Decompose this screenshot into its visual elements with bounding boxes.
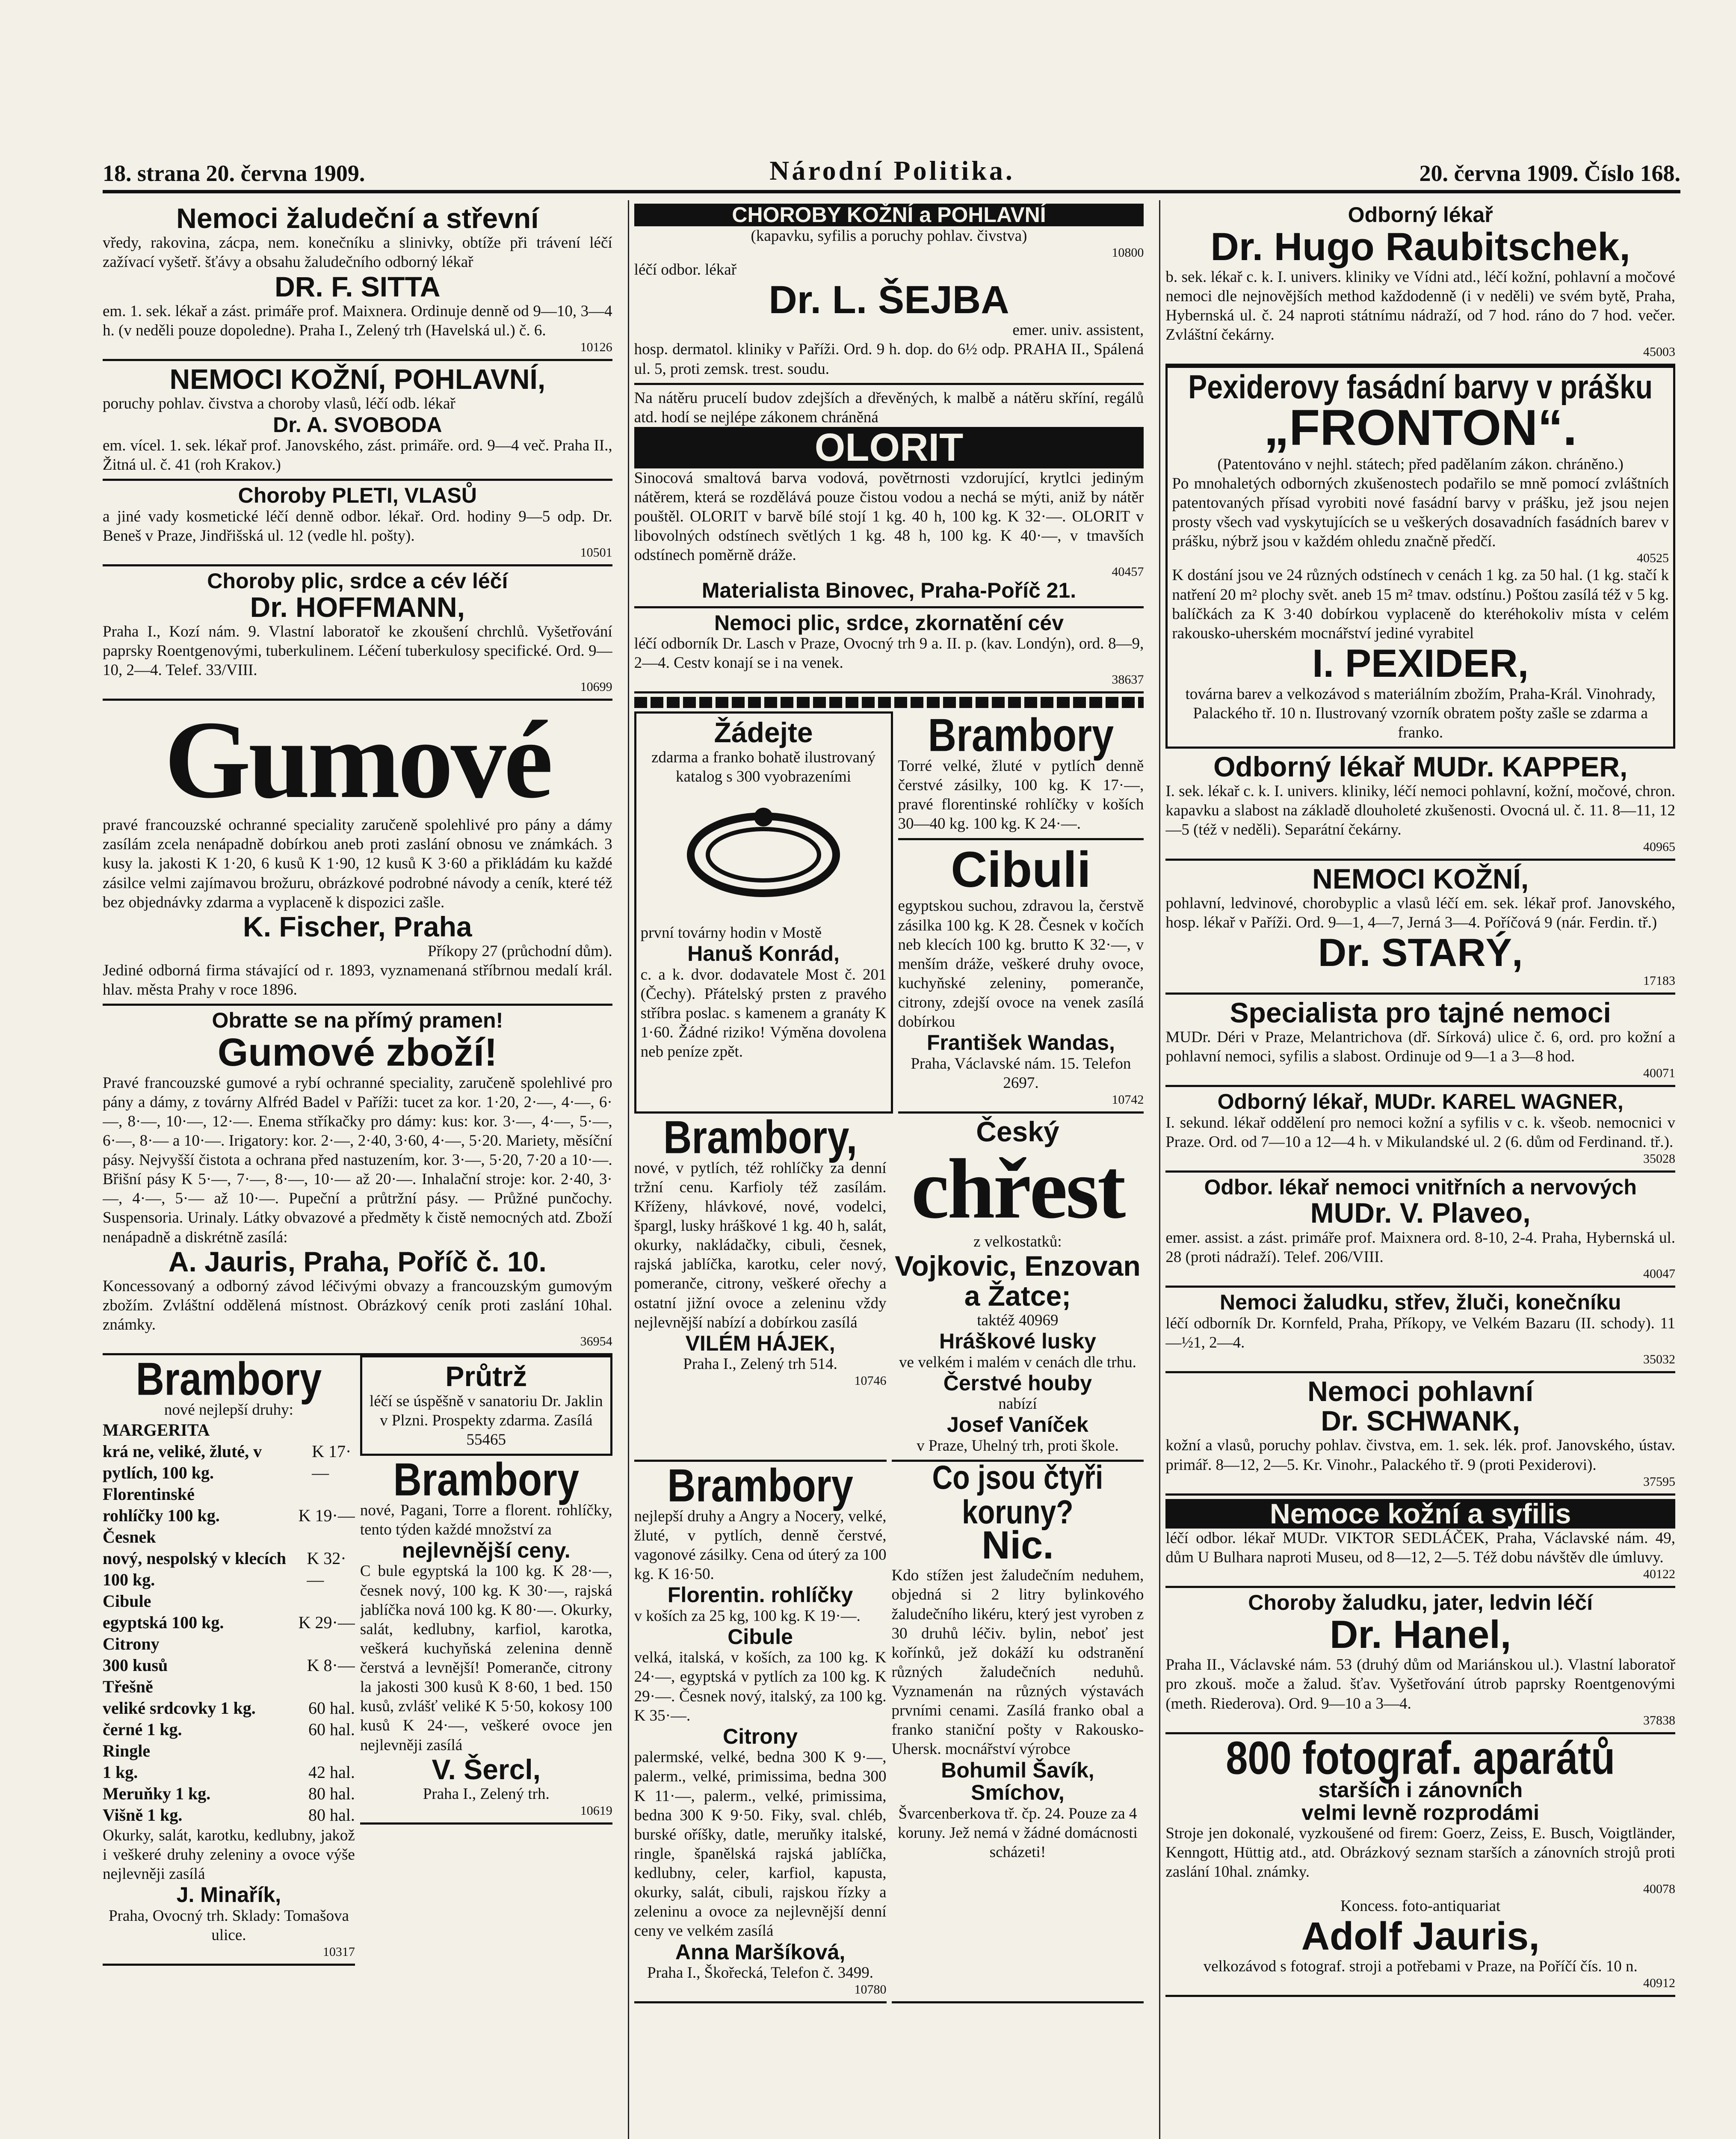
ad-big2: Cibule [728, 1624, 793, 1649]
ad-body2: Sinocová smaltová barva vodová, povětrnosti vzdorující, krytlci jediným nátěrem, která se rozdělává pouze čistou vodou a nechá se mýti, aniž by nátěr pouštěl. OLORIT v barvě bílé stojí 1 kg. 40 h, 100 kg. K 32·—. OLORIT v libovolných odstínech světlých 1 kg. 48 h, 100 kg. K 40·—, v tmavších odstínech poměrně dráže. [634, 469, 1144, 564]
price-item: černé 1 kg. [103, 1720, 182, 1739]
ad-sub: (kapavku, syfilis a poruchy pohlav. čivstva) [751, 227, 1027, 245]
ad-title: 800 fotograf. aparátů [1226, 1734, 1615, 1784]
ad-sub: starších i zánovních [1318, 1778, 1523, 1802]
ad-title: Gumové [164, 701, 551, 822]
ad-body2: K dostání jsou ve 24 různých odstínech v cenách 1 kg. za 50 hal. (1 kg. stačí k natření 20 m² plochy svět. aneb 15 m² tmav. odstínu.) Poštou zasílá též v 5 kg. balíčkách za K 3·40 dobírkou vyplaceně do kteréhokoliv místa v celém rakousko-uherském mocnářství jediné vyrabitel [1172, 566, 1669, 642]
ad-extra: em. 1. sek. lékař a zást. primáře prof. Maixnera. Ordinuje denně od 9—10, 3—4 h. (v neděli pouze dopoledne). Praha I., Zelený trh (Havelská ul.) č. 6. [103, 302, 612, 339]
ad-body: Praha I., Kozí nám. 9. Vlastní laboratoř ke zkoušení chrchlů. Vyšetřování paprsky Roentgenovými, tuberkulinem. Léčení tuberkulosy specifické. Ord. 9—10, 2—4. Telef. 33/VIII. [103, 622, 612, 679]
ad-body2: v koších za 25 kg, 100 kg. K 19·—. [634, 1607, 861, 1625]
ad-number: 40457 [1112, 565, 1144, 579]
ad-name: Adolf Jauris, [1301, 1914, 1540, 1958]
right-subcolumn [360, 1355, 612, 1966]
ad-gumove [103, 701, 612, 1006]
ad-kicker: Koncess. foto-antiquariat [1340, 1897, 1501, 1915]
ad-pre: Choroby [238, 483, 326, 508]
price-item: Cibule [103, 1591, 151, 1611]
ad-pleti [103, 481, 612, 566]
price-row [103, 1505, 355, 1526]
ad-big: Florentin. rohlíčky [667, 1583, 853, 1607]
ad-stary [1165, 861, 1675, 995]
ad-body: Praha II., Václavské nám. 53 (druhý dům od Mariánskou ul.). Vlastní laboratoř pro zkouš. moče a žalud. šťav. Vyšetřování útrob paprsky Roentgenovými (meth. Riederova). Ord. 9—10 a 3—4. [1165, 1656, 1676, 1712]
ad-title: Choroby plic, srdce a cév léčí [207, 569, 508, 593]
ad-tail: Praha I., Škořecká, Telefon č. 3499. [647, 1964, 874, 1982]
page-header [103, 154, 1680, 193]
ad-body: vředy, rakovina, zácpa, nem. konečníku a slinivky, obtíže při trávení léčí zažívací vyšetř. šťávy a obsahu žaludečního odborný lékař [103, 234, 612, 271]
price-item: rohlíčky 100 kg. [103, 1506, 220, 1526]
ad-body: Torré velké, žluté v pytlích denně čerstvé zásilky, 100 kg. K 17·—, pravé florentinské rohlíčky v koších 30—40 kg. 100 kg. K 24·—. [898, 757, 1144, 833]
price-value: 42 hal. [308, 1763, 355, 1782]
price-item: 300 kusů [103, 1656, 168, 1675]
ad-body: Na nátěru prucelí budov zdejších a dřevěných, k malbě a nátěru skříní, regálů atd. hodí se nejlépe zákonem chráněná [634, 389, 1144, 426]
price-item: Meruňky 1 kg. [103, 1784, 211, 1804]
ad-title: NEMOCI KOŽNÍ, [1312, 862, 1529, 895]
price-value: K 29·— [298, 1613, 355, 1632]
price-row [103, 1804, 355, 1826]
price-row [103, 1655, 355, 1676]
ad-title: žaludku, střev, žluči, konečníku [1303, 1290, 1621, 1315]
ad-number: 10742 [1112, 1093, 1144, 1107]
ad-body4: palermské, velké, bedna 300 K 9·—, palerm., velké, primissima, bedna 300 K 11·—, palerm., velké, primissima, bedna 300 K 9·50. Fiky, sval. chléb, burské oříšky, datle, meruňky italské, ringle, španělská rajská jablíčka, kedlubny, celer, karfiol, kapusta, okurky, salát, cibuli, rajskou řízky a zeleninu a ovoce za nejlevnější denní ceny ve velkém zasílá [634, 1748, 887, 1940]
ad-brambory-hajek [634, 1114, 887, 1462]
ad-minarik [103, 1355, 355, 1966]
bracelet-illustration [641, 786, 887, 923]
split-ads [103, 1355, 612, 1966]
ad-body: I. sekund. lékař oddělení pro nemoci kožní a syfilis v c. k. všeob. nemocnici v Praze. Ord. od 7—10 a 12—4 h. v Mikulandské ul. 2 (6. dům od Ferdinand. tř.). [1165, 1114, 1676, 1151]
ad-big3: Citrony [723, 1724, 798, 1748]
ad-sub: zdarma a franko bohatě ilustrovaný katalog s 300 vyobrazeními [651, 748, 876, 785]
price-row [103, 1591, 355, 1612]
column-2 [628, 200, 1149, 2139]
ad-title: Nemoce kožní a syfilis [1165, 1499, 1675, 1529]
ad-tail: v Praze, Uhelný trh, proti škole. [917, 1437, 1119, 1455]
ad-raubitschek [1165, 200, 1675, 366]
ad-plaveo [1165, 1173, 1675, 1288]
ad-name: František Wandas, [926, 1031, 1115, 1055]
ad-name: K. Fischer, Praha [243, 910, 472, 942]
price-item: 1 kg. [103, 1763, 138, 1782]
ornament-rule [634, 697, 1144, 708]
ad-number: 10501 [580, 545, 612, 560]
ad-body: emer. assist. a zást. primáře prof. Maixnera ord. 8-10, 2-4. Praha, Hybernská ul. 28 (proti nádraží). Telef. 206/VIII. [1165, 1229, 1676, 1266]
ad-firm: Materialista Binovec, Praha-Poříč 21. [701, 578, 1076, 603]
ad-name: Dr. Hanel, [1329, 1612, 1511, 1656]
split-ads [634, 711, 1144, 1114]
ad-body: Po mnohaletých odborných zkušenostech podařilo se mně pomocí zvláštních patentovaných přísad vyrobiti nové fasádní barvy v prášku, jež jsou nejen prosty všech vad vyskytujících se u veškerých dosavadních fasádních barev v prášku, nýbrž jsou v každém ohledu značně předčí. [1172, 474, 1669, 551]
ad-kicker: Český [976, 1116, 1059, 1148]
column-3 [1159, 200, 1680, 2139]
ad-tail: továrna barev a velkozávod s materiálním zbožím, Praha-Král. Vinohrady, Palackého tř. 10 n. Ilustrovaný vzorník obratem pošty zašle se zdarma a franko. [1185, 685, 1656, 741]
ad-zaludku [1165, 1288, 1675, 1373]
ad-cibuli [898, 840, 1144, 1114]
ad-name: Dr. L. ŠEJBA [769, 278, 1009, 322]
column-1 [103, 200, 618, 2139]
ad-number: 10746 [854, 1374, 887, 1388]
ad-title: Nemoci žaludeční a střevní [176, 202, 539, 234]
ad-title: Žádejte [714, 717, 813, 749]
price-value: K 8·— [307, 1656, 355, 1675]
price-value: 60 hal. [308, 1720, 355, 1739]
price-row [103, 1526, 355, 1548]
header-left: 18. strana 20. června 1909. [103, 160, 365, 186]
ad-body: nové, v pytlích, též rohlíčky za denní tržní cenu. Karfioly též zasílám. Kříženy, hlávkové, nové, vodelci, špargl, lusky hráškové 1 kg. 40 h, salát, okurky, nakládačky, cibuli, česnek, rajská jablíčka, karotku, celer nový, pomeranče, citrony, veškeré ořechy a ostatní jižní ovoce a zeleninu vždy nejlevnější nabízí a dobírkou zasílá [634, 1159, 887, 1331]
ad-koruny [892, 1462, 1144, 2003]
ad-body: Stroje jen dokonalé, vyzkoušené od firem: Goerz, Zeiss, E. Busch, Voigtländer, Kenngott, Hüttig atd., atd. Obrázkový seznam starších a zánovních strojů proti zaslání 10hal. známky. [1165, 1825, 1676, 1881]
price-row [103, 1740, 355, 1762]
ad-name: V. Šercl, [432, 1753, 541, 1785]
ad-name: VILÉM HÁJEK, [685, 1331, 835, 1355]
price-item: egyptská 100 kg. [103, 1613, 224, 1632]
price-item: Višně 1 kg. [103, 1805, 183, 1825]
ad-body: ve velkém i malém v cenách dle trhu. [899, 1353, 1136, 1371]
price-row [103, 1633, 355, 1655]
bracelet-icon [682, 791, 845, 919]
ad-title: Odborný lékař, MUDr. KAREL WAGNER, [1217, 1090, 1624, 1114]
ad-number: 10126 [580, 340, 612, 355]
ad-pre: Nemoci [714, 610, 792, 635]
ad-kozni [103, 361, 612, 481]
ad-extra: emer. univ. assistent, [1012, 321, 1144, 339]
ad-name: Dr. SCHWANK, [1321, 1405, 1520, 1437]
price-row [103, 1676, 355, 1698]
ad-body: léčí se úspěšně v sanatoriu Dr. Jaklin v Plzni. Prospekty zdarma. Zasílá 55465 [369, 1392, 603, 1449]
ad-title: Gumové zboží! [217, 1030, 497, 1074]
ad-number: 40071 [1643, 1066, 1676, 1081]
ad-title: NEMOCI KOŽNÍ, POHLAVNÍ, [169, 363, 546, 395]
ad-tail: Praha, Václavské nám. 15. Telefon 2697. [911, 1055, 1131, 1092]
ad-title: PLETI, VLASŮ [332, 483, 477, 508]
masthead: Národní Politika. [769, 155, 1015, 186]
ad-nemoci [103, 200, 612, 361]
ad-number: 10619 [580, 1804, 612, 1818]
ad-body: I. sek. lékař c. k. I. univers. kliniky, léčí nemoci pohlavní, kožní, močové, chron. kapavku a slabost na základě dlouholeté zkušenosti. Ovocná ul. č. 11. 8—11, 12—5 (též v neděli). Separátní čekárny. [1165, 782, 1676, 839]
ad-body3: velká, italská, v koších, za 100 kg. K 24·—, egyptská v pytlích za 100 kg. K 29·—. Česnek nový, italský, za 100 kg. K 35·—. [634, 1649, 887, 1724]
price-item: Třešně [103, 1677, 153, 1697]
ad-extra: em. vícel. 1. sek. lékař prof. Janovského, zást. primáře. ord. 9—4 več. Praha II., Žitná ul. č. 41 (roh Krakov.) [103, 437, 612, 474]
ad-body: MUDr. Déri v Praze, Melantrichova (dř. Sírková) ulice č. 6, ord. pro kožní a pohlavní nemoci, syfilis a slabost. Ordinuje od 9—1 a 3—8 hod. [1165, 1028, 1676, 1066]
ad-title: Odborný lékař MUDr. KAPPER, [1213, 750, 1628, 782]
ad-body: léčí odborník Dr. Lasch v Praze, Ovocný trh 9 a. II. p. (kav. Londýn), ord. 8—9, 2—4. Cestv konají se i na venek. [634, 635, 1144, 672]
ad-pre: léčí odbor. lékař [634, 261, 737, 278]
ad-tail: Praha I., Zelený trh. [423, 1785, 550, 1803]
ad-address: Příkopy 27 (průchodní dům). [428, 942, 612, 960]
ad-body: b. sek. lékař c. k. I. univers. kliniky ve Vídni atd., léčí kožní, pohlavní a močové nemoci dle nejnovějších method každodenně (i v neděli) ve svém bytě, Praha, Hybernská ul. č. 24 naproti státnímu nádraží, od 7 hod. ráno do 7 hod. večer. Zvláštní čekárny. [1165, 268, 1676, 344]
split-ads-bottom [634, 1462, 1144, 2003]
ad-hanel [1165, 1588, 1675, 1734]
ad-number-2: 40912 [1643, 1976, 1676, 1991]
ad-number: 10780 [854, 1982, 887, 1997]
ad-body: léčí odbor. lékař MUDr. VIKTOR SEDLÁČEK, Praha, Václavské nám. 49, dům U Bulhara naproti Museu, od 8—12, 2—5. Též dobu návštěv dle úmluvy. [1165, 1529, 1676, 1567]
price-item: Česnek [103, 1527, 156, 1547]
ad-brambory-marsikova [634, 1462, 887, 2003]
ad-fronton [1165, 366, 1675, 749]
ad-tail: Koncessovaný a odborný závod léčivými obvazy a francouzským gumovým zbožím. Zvláštní oddělená místnost. Obrázkový ceník proti zaslání 10hal. známky. [103, 1277, 612, 1334]
ad-sub: (Patentováno v nejhl. státech; před padělaním zákon. chráněno.) [1217, 455, 1624, 473]
ad-number: 37838 [1643, 1713, 1676, 1727]
ad-title: Odbor. lékař nemoci vnitřních a nervových [1204, 1175, 1637, 1199]
ad-sub: nové nejlepší druhy: [164, 1401, 293, 1419]
ad-sub3: nabízí [998, 1395, 1037, 1413]
ad-number: 17183 [1643, 973, 1676, 988]
ad-body: léčí odborník Dr. Kornfeld, Praha, Příkopy, ve Velkém Bazaru (II. schody). 11—½1, 2—4. [1165, 1314, 1676, 1351]
ad-body: a jiné vady kosmetické léčí denně odbor. lékař. Ord. hodiny 9—5 odp. Dr. Beneš v Praze, Jindřišská ul. 12 (vedle hl. pošty). [103, 507, 612, 545]
ad-tail: c. a k. dvor. dodavatele Most č. 201 (Čechy). Přátelský prsten z pravého stříbra poslac. s kamenem a granáty K 1·60. Žádné riziko! Výměna dovolena neb peníze zpět. [640, 966, 887, 1061]
ad-title: Brambory [667, 1462, 853, 1512]
price-row [103, 1441, 355, 1484]
ad-sercl [360, 1456, 612, 1825]
ad-body: Okurky, salát, karotku, kedlubny, jakož i veškeré druhy zeleniny a ovoce výše nejlevněji zasílá [103, 1827, 355, 1883]
ad-name: Dr. HOFFMANN, [250, 591, 465, 623]
price-row [103, 1484, 355, 1505]
ad-tail: Jediné odborná firma stávající od r. 1893, vyznamenaná stříbrnou medalí král. hlav. města Prahy v roce 1896. [103, 962, 612, 999]
ad-body: první továrny hodin v Mostě [640, 924, 822, 942]
ad-kapper [1165, 749, 1675, 861]
price-value: K 17·— [312, 1442, 352, 1483]
ad-big: „FRONTON“. [1264, 399, 1577, 456]
ad-number: 10699 [580, 680, 612, 694]
ad-number: 35028 [1643, 1151, 1676, 1166]
ad-title: plic, srdce, zkornatění cév [797, 610, 1064, 635]
price-value: 80 hal. [308, 1805, 355, 1825]
ad-number: 37595 [1643, 1474, 1676, 1489]
price-item: Citrony [103, 1634, 160, 1654]
ad-number: 36954 [580, 1334, 612, 1349]
ad-sub: z velkostatků: [973, 1233, 1062, 1251]
ad-number: 40969 [1018, 1312, 1059, 1330]
price-list [103, 1419, 355, 1826]
ad-title: Specialista pro tajné nemoci [1230, 996, 1611, 1028]
price-row [103, 1783, 355, 1804]
ad-body: egyptskou suchou, zdravou la, čerstvě zásilka 100 kg. K 28. Česnek v kočích neb klecích 100 kg. brutto K 32·—, v menším dráže, veškeré druhy ovoce, kuchyňské zeleniny, pomeranče, citrony, zdejší ovoce na venek zasílá dobírkou [898, 897, 1144, 1031]
ad-title: Co jsou čtyři koruny? [932, 1462, 1103, 1531]
ad-wagner [1165, 1087, 1675, 1173]
ad-body: kožní a vlasů, poruchy pohlav. čivstva, em. 1. sek. lék. prof. Janovského, ústav. primář. 8—12, 2—5. Kr. Vinohr., Palackého tř. 9 (proti Pexiderovi). [1165, 1437, 1676, 1474]
ad-prutrz [360, 1355, 612, 1456]
ad-big: nejlevnější ceny. [402, 1538, 571, 1562]
ad-jauris [103, 1006, 612, 1355]
price-item: MARGERITA [103, 1420, 210, 1440]
ad-number: 40525 [1637, 551, 1669, 566]
ad-body: nejlepší druhy a Angry a Nocery, velké, žluté, v pytlích, denně čerstvé, vagonové zásilky. Cena od úterý za 100 kg. K 16·50. [634, 1507, 887, 1583]
price-value: K 32·— [307, 1549, 346, 1590]
ad-title: Brambory [928, 711, 1114, 761]
ad-big3: Josef Vaníček [947, 1413, 1088, 1437]
ad-title: Choroby žaludku, jater, ledvin léčí [1248, 1591, 1593, 1615]
ad-title: Cibuli [951, 841, 1091, 898]
header-right: 20. června 1909. Číslo 168. [1419, 160, 1680, 186]
ad-plic [634, 608, 1144, 694]
ad-sub2: taktéž [977, 1312, 1015, 1330]
ad-name: A. Jauris, Praha, Poříč č. 10. [168, 1245, 547, 1277]
ad-body: poruchy pohlav. čivstva a choroby vlasů, léčí odb. lékař [103, 395, 455, 413]
ad-body: pravé francouzské ochranné speciality zaručeně spolehlivé pro pány a dámy zasílám zcela nenápadně dobírkou aneb proti zaslání obnosu ve známkách. 3 kusy la. jakosti K 1·20, 6 kusů K 1·90, 12 kusů K 3·60 a přikládám ku každé zásilce velmi zajímavou brožuru, obrázkové podrobné návody a ceník, které též bez objednávky zdarma a vyplaceně k dispozici zašle. [103, 816, 612, 911]
ad-big: velmi levně rozprodámi [1301, 1800, 1540, 1825]
ad-big2: Čerstvé houby [943, 1371, 1092, 1395]
ad-body: Kdo stížen jest žaludečním neduhem, objedná si 2 litry bylinkového žaludečního likéru, který jest vyroben z 30 druhů léčiv. bylin, neboť jest kořínků, jež dokáží ku odstranění různých žaludečních neduhů. Vyznamenán na různých výstavách prvními cenami. Zasílá franko obal a franko staniční pošty v Rakousko-Uhersk. mocnářství výrobce [891, 1567, 1144, 1758]
price-value: K 19·— [298, 1506, 355, 1526]
right-subcolumn [898, 711, 1144, 1114]
ad-big: Nic. [982, 1523, 1054, 1567]
ad-number: 40047 [1643, 1267, 1676, 1281]
ad-brambory-torre [898, 711, 1144, 840]
ad-name: Dr. A. SVOBODA [273, 412, 442, 437]
ad-number: 45003 [1643, 344, 1676, 359]
ad-sejba [634, 200, 1144, 385]
price-row [103, 1419, 355, 1441]
ad-number: 35032 [1643, 1352, 1676, 1366]
ad-title: Nemoci pohlavní [1307, 1375, 1534, 1407]
ad-name: I. PEXIDER, [1312, 641, 1529, 685]
ad-kicker: Obratte se na přímý pramen! [212, 1008, 503, 1033]
ad-body: nové, Pagani, Torre a florent. rohlíčky, tento týden každé množství za [360, 1501, 612, 1538]
ad-pre: Nemoci [1220, 1290, 1297, 1315]
price-item: nový, nespolský v klecích 100 kg. [103, 1549, 286, 1590]
price-row [103, 1698, 355, 1719]
ad-number: 40122 [1643, 1567, 1676, 1582]
price-row [103, 1719, 355, 1740]
ad-chrest [892, 1114, 1144, 1462]
ad-sedlacek [1165, 1496, 1675, 1588]
ad-body2: C bule egyptská la 100 kg. K 28·—, česnek nový, 100 kg. K 30·—, rajská jablíčka nová 100 kg. K 80·—. Okurky, salát, kedlubny, karfiol, karotka, veškerá kuchyňská zelenina denně čerstvá a levnější! Pomeranče, citrony la jakosti 300 kusů K 8·60, 1 bed. 150 kusů, zvlášť veliké K 5·50, kokosy 100 kusů K 24·—, veškeré ovoce jen nejlevněji zasílá [360, 1562, 612, 1754]
price-item: Ringle [103, 1741, 151, 1761]
price-value: 80 hal. [308, 1784, 355, 1804]
ad-tail: velkozávod s fotograf. stroji a potřebami v Praze, na Poříčí čís. 10 n. [1203, 1958, 1638, 1976]
ad-number: 38637 [1112, 673, 1144, 687]
price-row [103, 1762, 355, 1783]
ad-body: Pravé francouzské gumové a rybí ochranné speciality, zaručeně spolehlivé pro pány a dámy, z továrny Alfréd Badel v Paříži: tucet za kor. 1·20, 2·—, 4·—, 6·—, 8·—, 10·—, 12·—. Enema stříkačky pro dámy: kus: kor. 3·—, 4·—, 5·—, 6·—, 8·— a 10·—. Irigatory: kor. 2·—, 2·40, 3·60, 4·—, 5·20. Mariety, měsíční pásy. Nejvyšší čistota a ochrana před nastuzením, kor. 3·—, 5·20, 7·20 a 10·—. Břišní pásy K 5·—, 7·—, 8·—, 10·— až 20·—. Inhalační stroje: kor. 2·40, 3·—, 4·—, 5·— až 10·—. Pupeční a průtržní pásy. — Průžné punčochy. Suspensoria. Urinaly. Látky obvazové a předměty k čistě nemocných atd. Zboží nenápadně a diskrétně zasílá: [103, 1074, 612, 1246]
ad-zadejte [634, 711, 893, 1114]
ad-big: Hráškové lusky [939, 1329, 1096, 1354]
price-row [103, 1548, 355, 1591]
ad-name: Anna Maršíková, [675, 1940, 846, 1964]
ad-title: Brambory, [663, 1114, 858, 1164]
ad-tail: Švarcenberkova tř. čp. 24. Pouze za 4 koruny. Jež nemá v žádné domácnosti scházeti! [898, 1804, 1138, 1861]
ad-title: Brambory [393, 1456, 580, 1506]
ad-title: Průtrž [445, 1360, 527, 1392]
columns [103, 200, 1680, 2139]
price-item: krá ne, veliké, žluté, v pytlích, 100 kg. [103, 1442, 262, 1483]
ad-tail: Praha I., Zelený trh 514. [683, 1355, 837, 1373]
ad-name: Hanuš Konrád, [687, 942, 840, 966]
ad-name: OLORIT [634, 427, 1144, 468]
ad-title: CHOROBY KOŽNÍ a POHLAVNÍ [634, 204, 1144, 226]
price-item: Florentinské [103, 1484, 195, 1504]
ad-number: 10317 [322, 1945, 355, 1959]
ad-name: DR. F. SITTA [275, 270, 441, 302]
ad-title: Brambory [136, 1355, 322, 1405]
ad-kicker: Odborný lékař [1348, 203, 1493, 227]
ad-title: chřest [911, 1142, 1124, 1237]
ad-body: pohlavní, ledvinové, chorobyplic a vlasů léčí em. sek. lékař prof. Janovského, hosp. lékař v Paříži. Ord. 9—1, 4—7, Jerná 3—4. Poříčová 9 (nár. Ferdin. tř.) [1165, 894, 1676, 931]
ad-title: Pexiderovy fasádní barvy v prášku [1188, 367, 1653, 406]
split-ads-lower [634, 1114, 1144, 1462]
price-row [103, 1612, 355, 1633]
price-value: 60 hal. [308, 1698, 355, 1718]
ad-number: 40078 [1643, 1881, 1676, 1896]
ad-name: Dr. STARÝ, [1318, 931, 1523, 975]
ad-fotograf [1165, 1734, 1675, 1997]
ad-tail: Praha, Ovocný trh. Sklady: Tomašova ulice. [108, 1907, 349, 1944]
ad-number: 10800 [1112, 245, 1144, 260]
ad-schwank [1165, 1373, 1675, 1496]
ad-name: Vojkovic, Enzovan a Žatce; [895, 1250, 1141, 1312]
ad-name: Bohumil Šavík, Smíchov, [941, 1758, 1094, 1804]
ad-number: 40965 [1643, 839, 1676, 854]
ad-name: J. Minařík, [176, 1883, 281, 1907]
ad-melantrich [1165, 995, 1675, 1087]
ad-body: hosp. dermatol. kliniky v Paříži. Ord. 9 h. dop. do 6½ odp. PRAHA II., Spálená ul. 5, proti zemsk. trest. soudu. [634, 341, 1144, 378]
ad-name: MUDr. V. Plaveo, [1310, 1197, 1531, 1229]
price-item: veliké srdcovky 1 kg. [103, 1698, 256, 1718]
ad-hoffmann [103, 566, 612, 701]
ad-olorit [634, 385, 1144, 608]
ad-title: Dr. Hugo Raubitschek, [1210, 225, 1630, 269]
